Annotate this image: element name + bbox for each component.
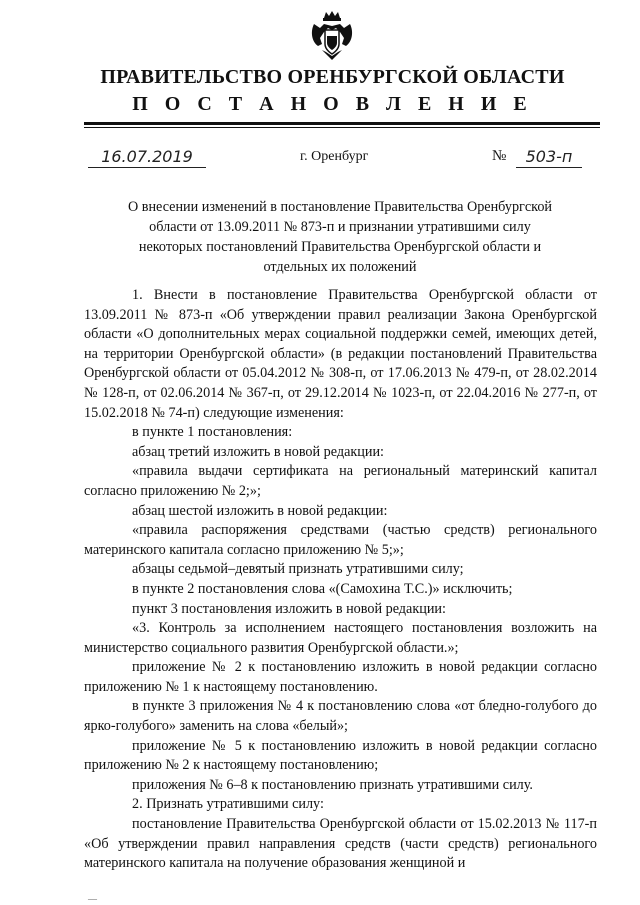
- government-title: ПРАВИТЕЛЬСТВО ОРЕНБУРГСКОЙ ОБЛАСТИ: [100, 66, 565, 88]
- paragraph: абзац шестой изложить в новой редакции:: [132, 502, 388, 519]
- paragraph: 1. Внести в постановление Правительства Оренбургской области от 13.09.2011 № 873-п «Об утверждении правил реализации Закона Оренбургской области «О дополнительных мерах социальной поддержки семей, имеющих детей, на территории Оренбургской области» (в редакции постановлений Правительства Оренбургской области от 05.04.2012 № 308-п, от 17.06.2013 № 479-п, от 28.02.2014 № 128-п, от 02.06.2014 № 367-п, от 29.12.2014 № 1023-п, от 22.04.2016 № 277-п, от 15.02.2018 № 74-п) следующие изменения:: [84, 287, 597, 421]
- paragraph: в пункте 2 постановления слова «(Самохина Т.С.)» исключить;: [132, 580, 513, 597]
- page-footer-mark: —: [88, 894, 97, 904]
- paragraph: приложение № 2 к постановлению изложить в новой редакции согласно приложению № 1 к настоящему постановлению.: [84, 659, 597, 695]
- paragraph: в пункте 3 приложения № 4 к постановлению слова «от бледно-голубого до ярко-голубого» заменить на слова «белый»;: [84, 698, 597, 735]
- document-body: [84, 286, 597, 874]
- paragraph: постановление Правительства Оренбургской области от 15.02.2013 № 117-п «Об утверждении правил направления средств (части средств) регионального материнского капитала на получение образования женщиной и: [84, 816, 597, 872]
- paragraph: пункт 3 постановления изложить в новой редакции:: [132, 600, 446, 617]
- paragraph: абзац третий изложить в новой редакции:: [132, 443, 384, 460]
- paragraph: «правила выдачи сертификата на региональный материнский капитал согласно приложению № 2;»;: [84, 463, 597, 499]
- paragraph: «правила распоряжения средствами (частью средств) регионального материнского капитала согласно приложению № 5;»;: [84, 522, 597, 558]
- paragraph: в пункте 1 постановления:: [132, 424, 293, 441]
- document-type: П О С Т А Н О В Л Е Н И Е: [132, 93, 533, 115]
- number-sign: №: [492, 148, 507, 164]
- document-date: 16.07.2019: [88, 147, 206, 168]
- document-number: 503-п: [516, 147, 582, 168]
- paragraph: приложения № 6–8 к постановлению признать утратившими силу.: [132, 776, 533, 793]
- paragraph: 2. Признать утратившими силу:: [132, 796, 324, 813]
- document-city: г. Оренбург: [300, 149, 369, 164]
- coat-of-arms-icon: [308, 10, 356, 62]
- header-rule-thin: [84, 127, 600, 128]
- header-rule-thick: [84, 122, 600, 125]
- document-subject: О внесении изменений в постановление Правительства Оренбургской области от 13.09.2011 № 873-п и признании утратившими силу некоторых постановлений Правительства Оренбургской области и отдельных их положений: [127, 199, 553, 275]
- paragraph: приложение № 5 к постановлению изложить в новой редакции согласно приложению № 2 к настоящему постановлению;: [84, 737, 597, 774]
- paragraph: «3. Контроль за исполнением настоящего постановления возложить на министерство социального развития Оренбургской области.»;: [84, 620, 597, 656]
- paragraph: абзацы седьмой–девятый признать утратившими силу;: [132, 561, 464, 578]
